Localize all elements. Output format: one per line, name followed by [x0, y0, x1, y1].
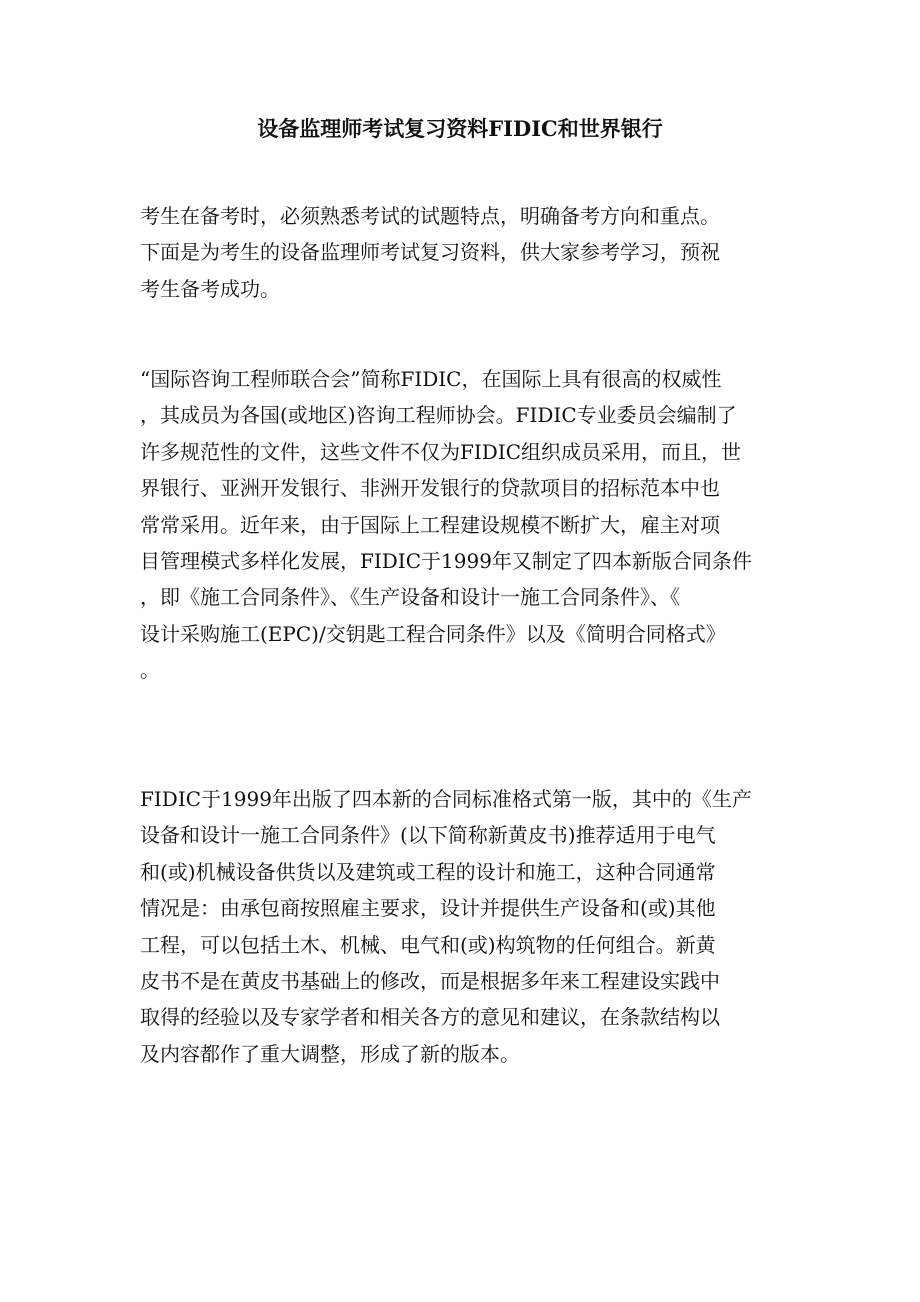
paragraph-line: 皮书不是在黄皮书基础上的修改，而是根据多年来工程建设实践中	[140, 969, 720, 994]
paragraph-line: 。	[140, 658, 160, 683]
paragraph-line: 及内容都作了重大调整，形成了新的版本。	[140, 1041, 520, 1066]
paragraph-line: 工程，可以包括土木、机械、电气和(或)构筑物的任何组合。新黄	[140, 932, 716, 957]
paragraph-line: 设备和设计一施工合同条件》(以下简称新黄皮书)推荐适用于电气	[140, 823, 716, 848]
paragraph-line: 取得的经验以及专家学者和相关各方的意见和建议，在条款结构以	[140, 1005, 720, 1030]
paragraph-line: ，即《施工合同条件》、《生产设备和设计一施工合同条件》、《	[140, 585, 680, 610]
paragraph-intro	[140, 198, 780, 307]
paragraph-line: 下面是为考生的设备监理师考试复习资料，供大家参考学习，预祝	[140, 240, 720, 265]
paragraph-line: 许多规范性的文件，这些文件不仅为FIDIC组织成员采用，而且，世	[140, 439, 742, 464]
paragraph-fidic-intro	[140, 361, 780, 689]
paragraph-line: 目管理模式多样化发展，FIDIC于1999年又制定了四本新版合同条件	[140, 549, 752, 574]
paragraph-line: 常常采用。近年来，由于国际上工程建设规模不断扩大，雇主对项	[140, 512, 720, 537]
paragraph-line: ，其成员为各国(或地区)咨询工程师协会。FIDIC专业委员会编制了	[140, 403, 737, 428]
paragraph-line: 情况是：由承包商按照雇主要求，设计并提供生产设备和(或)其他	[140, 896, 716, 921]
paragraph-yellow-book	[140, 781, 780, 1072]
paragraph-line: 界银行、亚洲开发银行、非洲开发银行的贷款项目的招标范本中也	[140, 476, 720, 501]
paragraph-line: “国际咨询工程师联合会”简称FIDIC，在国际上具有很高的权威性	[140, 367, 722, 391]
paragraph-line: 设计采购施工(EPC)/交钥匙工程合同条件》以及《简明合同格式》	[140, 621, 726, 646]
paragraph-line: 考生在备考时，必须熟悉考试的试题特点，明确备考方向和重点。	[140, 204, 720, 228]
paragraph-line: 考生备考成功。	[140, 276, 280, 301]
document-title: 设备监理师考试复习资料FIDIC和世界银行	[257, 116, 663, 141]
paragraph-line: 和(或)机械设备供货以及建筑或工程的设计和施工，这种合同通常	[140, 859, 716, 884]
paragraph-line: FIDIC于1999年出版了四本新的合同标准格式第一版，其中的《生产	[140, 787, 752, 811]
